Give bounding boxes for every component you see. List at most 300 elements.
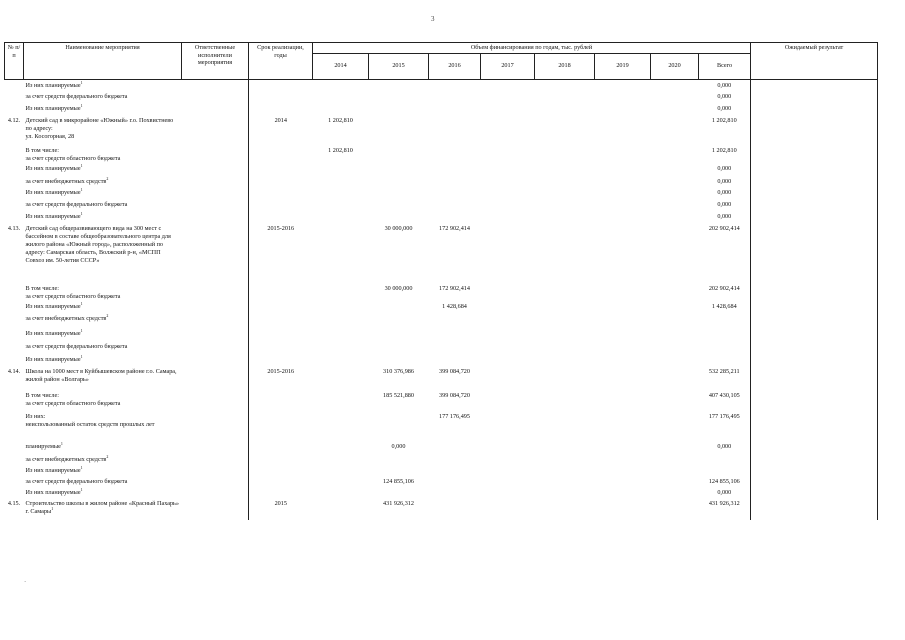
row-amount-2020 — [651, 411, 699, 441]
row-responsible — [182, 313, 249, 328]
row-amount-2016 — [429, 187, 481, 199]
row-term — [249, 199, 313, 211]
row-amount-2016 — [429, 487, 481, 498]
row-number — [5, 187, 24, 199]
row-amount-total: 1 202,810 — [711, 147, 737, 154]
activity-name-text: Из них: неиспользованный остаток средств прошлых лет — [25, 413, 155, 428]
row-number — [5, 354, 24, 366]
row-amount-2019 — [595, 211, 651, 223]
row-amount-2014 — [313, 441, 369, 454]
row-responsible — [182, 366, 249, 390]
row-amount-2016 — [429, 498, 481, 520]
row-responsible — [182, 498, 249, 520]
row-amount-2015 — [369, 145, 429, 163]
row-expected-result — [751, 366, 878, 390]
row-number — [5, 341, 24, 354]
row-amount-2015: 431 926,312 — [383, 500, 414, 507]
row-amount-2018 — [535, 91, 595, 103]
row-amount-2016 — [429, 211, 481, 223]
row-responsible — [182, 487, 249, 498]
row-term — [249, 354, 313, 366]
row-amount-2017 — [481, 313, 535, 328]
row-amount-2020 — [651, 176, 699, 187]
table-row — [5, 441, 878, 454]
row-amount-2014 — [313, 223, 369, 283]
row-number: 4.15. — [7, 500, 21, 507]
table-row — [5, 91, 878, 103]
table-row — [5, 328, 878, 341]
row-amount-2017 — [481, 441, 535, 454]
row-number — [5, 328, 24, 341]
row-expected-result — [751, 341, 878, 354]
row-amount-2019 — [595, 313, 651, 328]
table-row — [5, 79, 878, 91]
row-amount-2020 — [651, 211, 699, 223]
row-amount-2020 — [651, 223, 699, 283]
row-term — [249, 91, 313, 103]
row-amount-2015 — [369, 79, 429, 91]
row-amount-2017 — [481, 115, 535, 145]
table-row — [5, 145, 878, 163]
row-number — [5, 301, 24, 313]
row-amount-2020 — [651, 145, 699, 163]
row-amount-total: 1 428,684 — [711, 303, 737, 310]
row-amount-2017 — [481, 390, 535, 411]
row-amount-2016: 172 902,414 — [439, 285, 470, 292]
row-responsible — [182, 187, 249, 199]
row-amount-2019 — [595, 366, 651, 390]
row-activity-name — [24, 301, 182, 313]
row-activity-name — [24, 91, 182, 103]
row-amount-2014 — [313, 390, 369, 411]
page-number-mark: 3 — [431, 15, 435, 23]
row-responsible — [182, 199, 249, 211]
row-amount-2015 — [369, 176, 429, 187]
row-activity-name — [24, 341, 182, 354]
row-amount-2020 — [651, 441, 699, 454]
footnote-marker: 1 — [80, 301, 83, 306]
row-amount-2015 — [369, 411, 429, 441]
activity-name-text: В том числе: за счет средств областного бюджета — [25, 147, 121, 162]
row-activity-name — [24, 328, 182, 341]
row-expected-result — [751, 91, 878, 103]
row-responsible — [182, 390, 249, 411]
row-amount-2018 — [535, 187, 595, 199]
row-amount-2014 — [313, 366, 369, 390]
row-term: 2014 — [249, 115, 313, 145]
row-amount-2016: 399 084,720 — [439, 368, 470, 375]
row-amount-2016 — [429, 176, 481, 187]
row-number — [5, 313, 24, 328]
row-term — [249, 476, 313, 487]
row-term — [249, 441, 313, 454]
row-expected-result — [751, 411, 878, 441]
row-amount-2015 — [369, 103, 429, 115]
row-activity-name — [24, 145, 182, 163]
row-term — [249, 301, 313, 313]
row-amount-total: 0,000 — [717, 489, 732, 496]
header-year: 2020 — [651, 53, 699, 79]
row-amount-2019 — [595, 223, 651, 283]
row-amount-2019 — [595, 487, 651, 498]
footnote-marker: 1 — [80, 163, 83, 168]
row-responsible — [182, 441, 249, 454]
table-body — [5, 79, 878, 520]
row-number — [5, 199, 24, 211]
row-activity-name — [24, 366, 182, 390]
table-row — [5, 163, 878, 176]
footnote-marker: 1 — [80, 103, 83, 108]
row-amount-2018 — [535, 487, 595, 498]
row-amount-2018 — [535, 390, 595, 411]
row-amount-2019 — [595, 79, 651, 91]
table-row — [5, 476, 878, 487]
row-term — [249, 328, 313, 341]
row-amount-2020 — [651, 328, 699, 341]
row-responsible — [182, 176, 249, 187]
row-amount-total: 0,000 — [717, 443, 732, 450]
row-number — [5, 283, 24, 301]
row-amount-2017 — [481, 103, 535, 115]
row-term: 2015-2016 — [249, 366, 313, 390]
footnote-marker: 1 — [80, 328, 83, 333]
header-expected-result: Ожидаемый результат — [751, 43, 878, 80]
row-term: 2015 — [249, 498, 313, 520]
row-amount-2015 — [369, 465, 429, 476]
header-year: 2017 — [481, 53, 535, 79]
header-number: № п/п — [5, 43, 24, 80]
row-amount-2019 — [595, 390, 651, 411]
row-number — [5, 390, 24, 411]
row-amount-2014 — [313, 487, 369, 498]
row-number — [5, 211, 24, 223]
row-amount-2015 — [369, 354, 429, 366]
row-amount-2018 — [535, 163, 595, 176]
row-term — [249, 454, 313, 465]
row-number: 4.13. — [7, 225, 21, 232]
row-amount-2019 — [595, 145, 651, 163]
row-amount-total: 0,000 — [717, 201, 732, 208]
row-amount-2019 — [595, 103, 651, 115]
row-amount-2016 — [429, 103, 481, 115]
table-row — [5, 187, 878, 199]
row-amount-2016 — [429, 115, 481, 145]
table-row — [5, 498, 878, 520]
row-expected-result — [751, 79, 878, 91]
row-amount-2017 — [481, 465, 535, 476]
row-amount-total: 0,000 — [717, 93, 732, 100]
row-expected-result — [751, 498, 878, 520]
row-activity-name — [24, 103, 182, 115]
table-row — [5, 465, 878, 476]
row-amount-2020 — [651, 498, 699, 520]
row-term — [249, 145, 313, 163]
row-number — [5, 441, 24, 454]
row-amount-total: 1 202,810 — [711, 117, 737, 124]
row-amount-2019 — [595, 454, 651, 465]
row-amount-2015: 0,000 — [391, 443, 406, 450]
row-amount-2015: 310 376,986 — [383, 368, 414, 375]
row-amount-2020 — [651, 199, 699, 211]
row-amount-2017 — [481, 498, 535, 520]
row-amount-2019 — [595, 354, 651, 366]
row-responsible — [182, 354, 249, 366]
row-responsible — [182, 163, 249, 176]
header-activity-name: Наименование мероприятия — [24, 43, 182, 80]
row-amount-total — [699, 341, 751, 354]
row-amount-2016 — [429, 328, 481, 341]
row-amount-2017 — [481, 454, 535, 465]
header-year: 2018 — [535, 53, 595, 79]
row-responsible — [182, 465, 249, 476]
row-amount-2017 — [481, 199, 535, 211]
header-year: 2016 — [429, 53, 481, 79]
row-amount-2019 — [595, 498, 651, 520]
row-responsible — [182, 115, 249, 145]
row-expected-result — [751, 390, 878, 411]
row-amount-2015 — [369, 454, 429, 465]
row-amount-2018 — [535, 341, 595, 354]
row-amount-2018 — [535, 223, 595, 283]
row-amount-2016: 172 902,414 — [439, 225, 470, 232]
activity-name-text: Из них планируемые$^1$ — [25, 301, 83, 310]
row-expected-result — [751, 283, 878, 301]
row-amount-2018 — [535, 79, 595, 91]
row-amount-2020 — [651, 354, 699, 366]
row-amount-total: 202 902,414 — [708, 285, 740, 292]
row-amount-2014 — [313, 465, 369, 476]
row-amount-2020 — [651, 341, 699, 354]
row-amount-2016: 399 084,720 — [439, 392, 470, 399]
row-amount-2014 — [313, 211, 369, 223]
row-amount-2014 — [313, 91, 369, 103]
activity-name-text: планируемые$^1$ — [25, 441, 63, 450]
row-amount-2019 — [595, 115, 651, 145]
activity-name-text: за счет внебюджетных средств$^2$ — [25, 313, 109, 322]
row-number — [5, 454, 24, 465]
row-number — [5, 91, 24, 103]
row-amount-2016 — [429, 341, 481, 354]
row-amount-total: 0,000 — [717, 213, 732, 220]
row-activity-name — [24, 390, 182, 411]
activity-name-text: Из них планируемые$^1$ — [25, 79, 83, 89]
row-amount-2017 — [481, 79, 535, 91]
activity-name-text: Школа на 1000 мест в Куйбышевском районе г.о. Самара, жилой район «Волгарь» — [25, 368, 177, 383]
activity-name-text: Из них планируемые$^1$ — [25, 354, 83, 363]
row-number — [5, 487, 24, 498]
row-expected-result — [751, 199, 878, 211]
row-amount-2018 — [535, 103, 595, 115]
row-amount-2019 — [595, 328, 651, 341]
table-row — [5, 199, 878, 211]
row-amount-2018 — [535, 366, 595, 390]
row-number — [5, 79, 24, 91]
row-amount-2016 — [429, 91, 481, 103]
row-amount-2014 — [313, 313, 369, 328]
row-amount-2014 — [313, 354, 369, 366]
row-amount-2020 — [651, 79, 699, 91]
row-amount-2014 — [313, 498, 369, 520]
row-activity-name — [24, 313, 182, 328]
row-amount-2019 — [595, 476, 651, 487]
row-amount-2015 — [369, 211, 429, 223]
footnote-marker: 2 — [106, 454, 109, 459]
header-year: 2015 — [369, 53, 429, 79]
row-amount-2019 — [595, 283, 651, 301]
row-amount-2015 — [369, 301, 429, 313]
row-responsible — [182, 301, 249, 313]
row-activity-name — [24, 487, 182, 498]
row-amount-2017 — [481, 341, 535, 354]
row-term — [249, 79, 313, 91]
row-number — [5, 411, 24, 441]
row-amount-total: 0,000 — [717, 178, 732, 185]
row-amount-2019 — [595, 163, 651, 176]
row-amount-2015: 30 000,000 — [384, 225, 413, 232]
row-expected-result — [751, 454, 878, 465]
row-amount-total: 0,000 — [717, 165, 732, 172]
funding-table — [4, 42, 878, 520]
row-amount-2018 — [535, 283, 595, 301]
row-expected-result — [751, 163, 878, 176]
row-activity-name — [24, 187, 182, 199]
row-expected-result — [751, 301, 878, 313]
row-amount-2015 — [369, 199, 429, 211]
row-amount-2017 — [481, 328, 535, 341]
row-amount-2020 — [651, 163, 699, 176]
row-number — [5, 476, 24, 487]
row-amount-2018 — [535, 328, 595, 341]
row-expected-result — [751, 115, 878, 145]
row-amount-total: 124 855,106 — [708, 478, 740, 485]
row-activity-name — [24, 498, 182, 520]
row-amount-2014: 1 202,810 — [328, 117, 353, 124]
row-amount-total — [699, 454, 751, 465]
activity-name-text: за счет средств федерального бюджета — [25, 93, 128, 100]
row-activity-name — [24, 176, 182, 187]
row-amount-2015: 185 521,880 — [383, 392, 414, 399]
row-amount-2019 — [595, 91, 651, 103]
row-amount-2014: 1 202,810 — [328, 147, 353, 154]
row-amount-2016 — [429, 441, 481, 454]
row-amount-total: 407 430,105 — [708, 392, 740, 399]
row-amount-2019 — [595, 341, 651, 354]
row-amount-2016 — [429, 454, 481, 465]
row-term — [249, 187, 313, 199]
table-row — [5, 454, 878, 465]
row-term — [249, 313, 313, 328]
row-amount-2020 — [651, 301, 699, 313]
scan-mark: ` — [24, 580, 27, 588]
table-header — [5, 43, 878, 80]
row-amount-total: 532 285,211 — [708, 368, 740, 375]
row-expected-result — [751, 223, 878, 283]
table-row — [5, 301, 878, 313]
row-activity-name — [24, 79, 182, 91]
row-amount-2014 — [313, 476, 369, 487]
row-responsible — [182, 103, 249, 115]
row-amount-2016 — [429, 145, 481, 163]
row-responsible — [182, 223, 249, 283]
row-amount-2017 — [481, 176, 535, 187]
row-amount-2014 — [313, 176, 369, 187]
row-amount-2017 — [481, 163, 535, 176]
row-amount-2016 — [429, 354, 481, 366]
row-activity-name — [24, 199, 182, 211]
table-row — [5, 176, 878, 187]
row-expected-result — [751, 487, 878, 498]
row-amount-2017 — [481, 145, 535, 163]
row-responsible — [182, 476, 249, 487]
row-amount-2018 — [535, 476, 595, 487]
row-responsible — [182, 283, 249, 301]
row-amount-2019 — [595, 187, 651, 199]
row-amount-2014 — [313, 301, 369, 313]
row-amount-2015: 124 855,106 — [383, 478, 414, 485]
row-expected-result — [751, 187, 878, 199]
row-amount-2015 — [369, 328, 429, 341]
row-amount-2016 — [429, 476, 481, 487]
row-amount-2019 — [595, 465, 651, 476]
table-row — [5, 103, 878, 115]
row-amount-2017 — [481, 187, 535, 199]
row-expected-result — [751, 211, 878, 223]
row-activity-name — [24, 454, 182, 465]
row-amount-total — [699, 313, 751, 328]
activity-name-text: Строительство школы в жилом районе «Красный Пахарь» г. Самары$^1$ — [25, 500, 179, 515]
row-activity-name — [24, 163, 182, 176]
row-term — [249, 163, 313, 176]
row-number — [5, 163, 24, 176]
row-amount-2016: 177 176,495 — [439, 413, 470, 420]
activity-name-text: Из них планируемые$^1$ — [25, 465, 83, 474]
row-amount-2017 — [481, 476, 535, 487]
footnote-marker: 2 — [106, 313, 109, 318]
row-amount-2015 — [369, 115, 429, 145]
row-amount-2016 — [429, 79, 481, 91]
row-amount-2016 — [429, 465, 481, 476]
row-amount-2020 — [651, 454, 699, 465]
row-amount-2017 — [481, 91, 535, 103]
row-amount-2017 — [481, 283, 535, 301]
row-number — [5, 465, 24, 476]
row-amount-total: 177 176,495 — [708, 413, 740, 420]
row-term — [249, 341, 313, 354]
row-amount-2020 — [651, 313, 699, 328]
row-responsible — [182, 91, 249, 103]
row-activity-name — [24, 476, 182, 487]
row-amount-2018 — [535, 176, 595, 187]
table-row — [5, 411, 878, 441]
row-amount-2015 — [369, 187, 429, 199]
footnote-marker: 1 — [80, 79, 83, 85]
row-number: 4.14. — [7, 368, 21, 375]
activity-name-text: Детский сад в микрорайоне «Южный» г.о. Похвистнево по адресу: ул. Косогорная, 28 — [25, 117, 174, 140]
row-term — [249, 487, 313, 498]
row-expected-result — [751, 354, 878, 366]
row-term: 2015-2016 — [249, 223, 313, 283]
row-amount-2019 — [595, 411, 651, 441]
activity-name-text: за счет средств федерального бюджета — [25, 478, 128, 485]
row-amount-2020 — [651, 283, 699, 301]
activity-name-text: В том числе: за счет средств областного бюджета — [25, 285, 121, 300]
footnote-marker: 1 — [80, 465, 83, 470]
row-amount-2015: 30 000,000 — [384, 285, 413, 292]
row-amount-2020 — [651, 390, 699, 411]
activity-name-text: Из них планируемые$^1$ — [25, 328, 83, 337]
activity-name-text: Из них планируемые$^1$ — [25, 487, 83, 496]
activity-name-text: Детский сад общеразвивающего вида на 300 мест с бассейном в составе общеобразовательного центра для жилого района «Южный город», расположенный по адресу: Самарская область, Волжский р-н, «МСПП Совхоз им. 50-летия СССР» — [25, 225, 171, 264]
